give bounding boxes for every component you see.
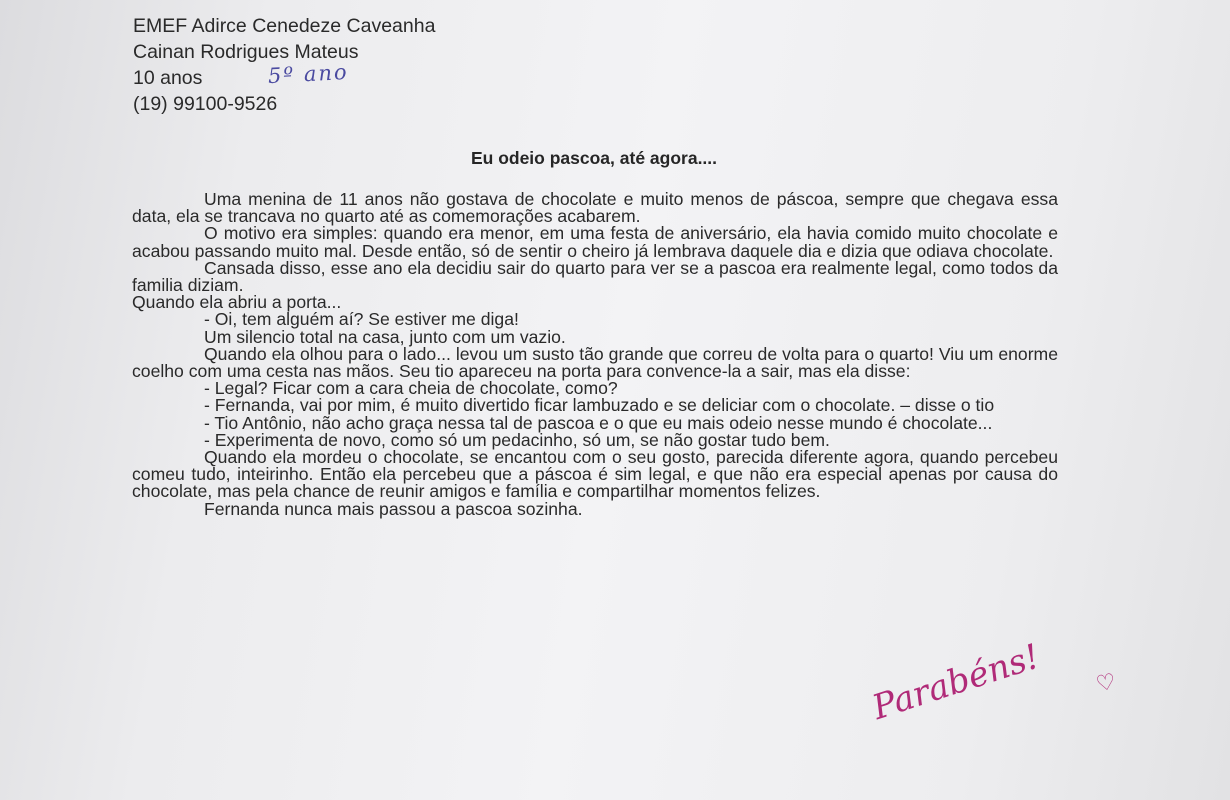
paragraph: - Experimenta de novo, como só um pedacinho, só um, se não gostar tudo bem.	[204, 429, 830, 450]
school-name: EMEF Adirce Cenedeze Caveanha	[133, 15, 436, 37]
paragraph: - Tio Antônio, não acho graça nessa tal de pascoa e o que eu mais odeio nesse mundo é chocolate...	[204, 412, 993, 433]
student-age: 10 anos	[133, 67, 203, 89]
paragraph: O motivo era simples: quando era menor, em uma festa de aniversário, ela havia comido muito chocolate e acabou passando muito mal. Desde então, só de sentir o cheiro já lembrava daquele dia e dizia que odiava chocolate.	[132, 223, 1058, 261]
teacher-signature	[867, 636, 1160, 780]
paragraph: Cansada disso, esse ano ela decidiu sair do quarto para ver se a pascoa era realmente legal, como todos da familia diziam.	[132, 257, 1058, 296]
handwritten-grade: 5º ano	[267, 59, 350, 89]
paragraph: Quando ela mordeu o chocolate, se encantou com o seu gosto, parecida diferente agora, quando percebeu comeu tudo, inteirinho. Então ela percebeu que a páscoa é sim legal, e que não era especial apenas por causa do chocolate, mas pela chance de reunir amigos e família e compartilhar momentos felizes.	[132, 447, 1058, 502]
paragraph: Fernanda nunca mais passou a pascoa sozinha.	[204, 498, 583, 519]
paragraph: Uma menina de 11 anos não gostava de chocolate e muito menos de páscoa, sempre que chegava essa data, ela se trancava no quarto até as comemorações acabarem.	[132, 189, 1058, 227]
heart-icon: ♡	[1093, 668, 1118, 697]
phone-number: (19) 99100-9526	[133, 93, 278, 115]
signature-text: Parabéns!	[867, 636, 1045, 728]
paragraph: Quando ela olhou para o lado... levou um susto tão grande que correu de volta para o quarto! Viu um enorme coelho com uma cesta nas mãos. Seu tio apareceu na porta para convence-la a sair, mas ela disse:	[132, 343, 1058, 382]
story-title: Eu odeio pascoa, até agora....	[470, 148, 718, 168]
story-body	[132, 191, 1058, 518]
student-name: Cainan Rodrigues Mateus	[133, 41, 359, 63]
paragraph: Um silencio total na casa, junto com um vazio.	[204, 326, 566, 347]
paragraph: - Fernanda, vai por mim, é muito divertido ficar lambuzado e se deliciar com o chocolate. – disse o tio	[204, 395, 995, 416]
paragraph: - Legal? Ficar com a cara cheia de chocolate, como?	[204, 378, 618, 399]
paragraph: - Oi, tem alguém aí? Se estiver me diga!	[204, 309, 519, 330]
paragraph: Quando ela abriu a porta...	[132, 292, 342, 313]
